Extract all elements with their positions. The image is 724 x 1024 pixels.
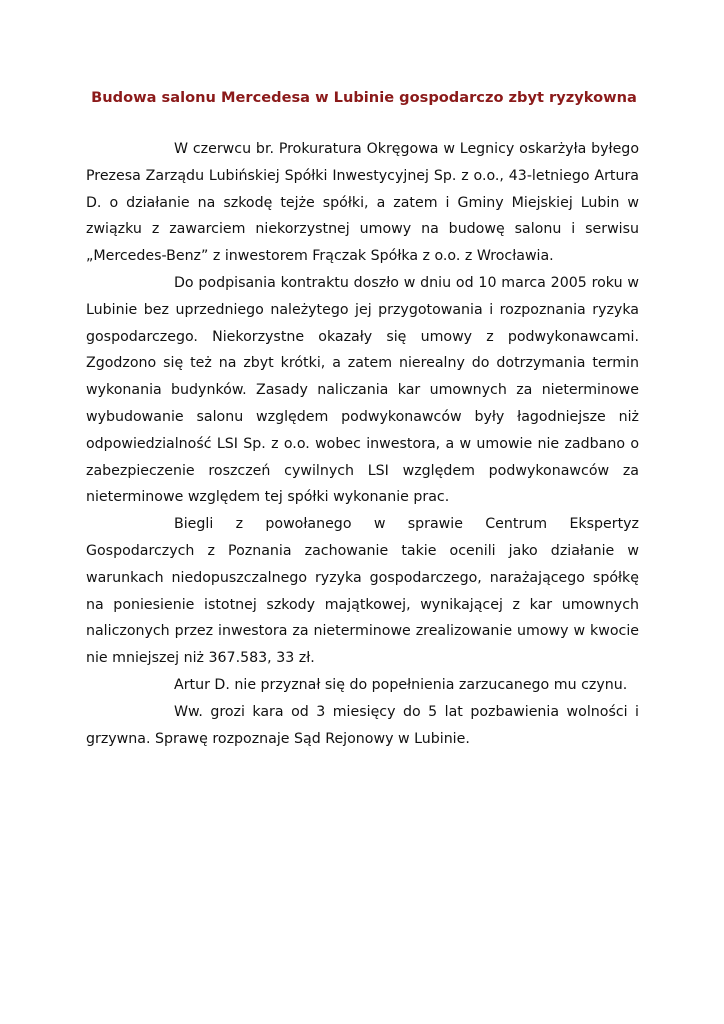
paragraph-indictment: W czerwcu br. Prokuratura Okręgowa w Legnicy oskarżyła byłego Prezesa Zarządu Lubińskiej Spółki Inwestycyjnej Sp. z o.o., 43-letniego Artura D. o działanie na szkodę tejże spółki, a zatem i Gminy Miejskiej Lubin w związku z zawarciem niekorzystnej umowy na budowę salonu i serwisu „Mercedes-Benz” z inwestorem Frączak Spółka z o.o. z Wrocławia. bbox=[86, 141, 639, 265]
paragraph-experts: Biegli z powołanego w sprawie Centrum Ekspertyz Gospodarczych z Poznania zachowanie takie ocenili jako działanie w warunkach niedopuszczalnego ryzyka gospodarczego, narażającego spółkę na poniesienie istotnej szkody majątkowej, wynikającej z kar umownych naliczonych przez inwestora za nieterminowe zrealizowanie umowy w kwocie nie mniejszej niż 367.583, 33 zł. bbox=[86, 516, 639, 667]
paragraph-penalty: Ww. grozi kara od 3 miesięcy do 5 lat pozbawienia wolności i grzywna. Sprawę rozpoznaje Sąd Rejonowy w Lubinie. bbox=[86, 703, 639, 747]
document-body bbox=[86, 136, 639, 752]
paragraph-contract: Do podpisania kontraktu doszło w dniu od 10 marca 2005 roku w Lubinie bez uprzedniego należytego jej przygotowania i rozpoznania ryzyka gospodarczego. Niekorzystne okazały się umowy z podwykonawcami. Zgodzono się też na zbyt krótki, a zatem nierealny do dotrzymania termin wykonania budynków. Zasady naliczania kar umownych za nieterminowe wybudowanie salonu względem podwykonawców były łagodniejsze niż odpowiedzialność LSI Sp. z o.o. wobec inwestora, a w umowie nie zadbano o zabezpieczenie roszczeń cywilnych LSI względem podwykonawców za nieterminowe względem tej spółki wykonanie prac. bbox=[86, 274, 639, 506]
paragraph-plea: Artur D. nie przyznał się do popełnienia zarzucanego mu czynu. bbox=[174, 676, 628, 693]
document-title: Budowa salonu Mercedesa w Lubinie gospodarczo zbyt ryzykowna bbox=[91, 89, 637, 106]
